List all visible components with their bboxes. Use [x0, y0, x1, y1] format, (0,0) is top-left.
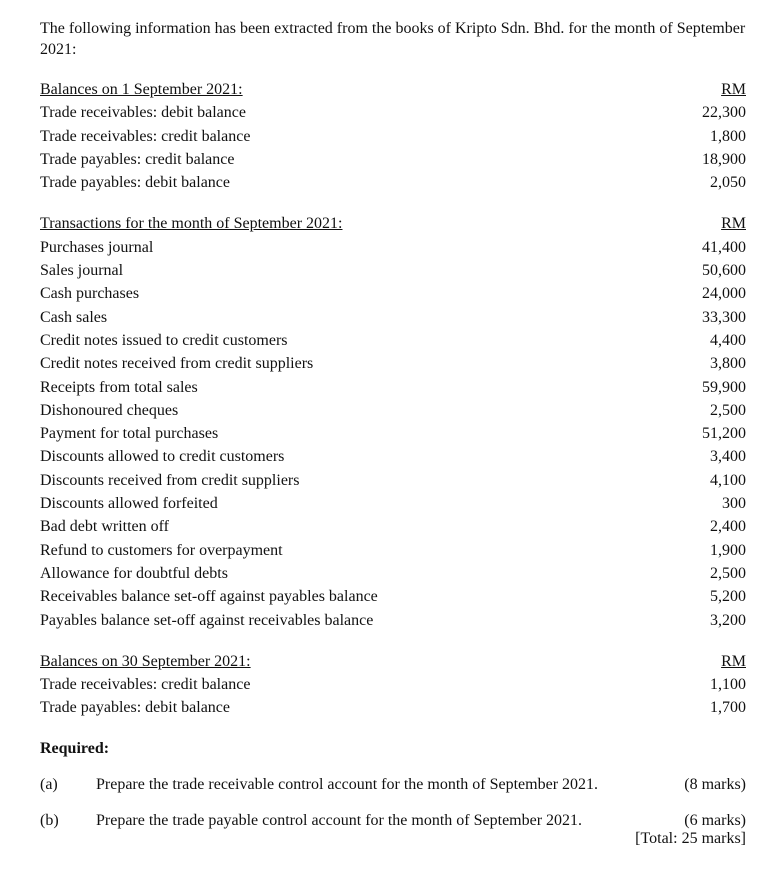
line-item-amount: 4,400	[710, 331, 746, 349]
line-item-label: Trade receivables: debit balance	[40, 104, 246, 122]
line-item-label: Discounts received from credit suppliers	[40, 471, 300, 489]
line-item-row	[40, 399, 746, 422]
line-item-row	[40, 492, 746, 515]
line-item-amount: 2,400	[710, 518, 746, 536]
line-item-row	[40, 101, 746, 124]
line-item-row	[40, 125, 746, 148]
line-item-label: Discounts allowed forfeited	[40, 495, 218, 513]
line-item-row	[40, 306, 746, 329]
questions-list	[40, 776, 746, 830]
opening-heading: Balances on 1 September 2021:	[40, 81, 243, 98]
line-item-amount: 1,900	[710, 541, 746, 559]
line-item-label: Trade receivables: credit balance	[40, 676, 251, 694]
transactions-unit: RM	[721, 215, 746, 233]
line-item-label: Allowance for doubtful debts	[40, 564, 228, 582]
line-item-row	[40, 376, 746, 399]
line-item-row	[40, 352, 746, 375]
line-item-label: Cash purchases	[40, 285, 140, 303]
question-number: (b)	[40, 811, 59, 829]
closing-heading: Balances on 30 September 2021:	[40, 652, 251, 670]
line-item-label: Payables balance set-off against receivables balance	[40, 611, 374, 629]
line-item-row	[40, 171, 746, 194]
closing-unit: RM	[721, 652, 746, 670]
line-item-amount: 22,300	[702, 104, 746, 122]
line-item-label: Trade payables: credit balance	[40, 150, 235, 168]
opening-unit: RM	[721, 81, 746, 98]
line-item-amount: 18,900	[702, 150, 746, 168]
line-item-label: Trade payables: debit balance	[40, 699, 231, 717]
line-item-row	[40, 148, 746, 171]
line-item-amount: 300	[722, 495, 746, 513]
line-item-amount: 3,200	[710, 611, 746, 629]
question-number: (a)	[40, 775, 58, 793]
question-text: Prepare the trade payable control account for the month of September 2021.	[96, 811, 583, 829]
line-item-row	[40, 585, 746, 608]
line-item-label: Credit notes issued to credit customers	[40, 331, 288, 349]
line-item-amount: 51,200	[702, 425, 746, 443]
line-item-row	[40, 673, 746, 696]
opening-header-row	[40, 78, 746, 101]
line-item-label: Receipts from total sales	[40, 378, 198, 396]
line-item-amount: 1,700	[710, 699, 746, 717]
question-marks: (6 marks)	[684, 811, 746, 829]
line-item-row	[40, 282, 746, 305]
line-item-row	[40, 445, 746, 468]
transactions-header-row	[40, 212, 746, 235]
question-marks: (8 marks)	[684, 775, 746, 793]
line-item-label: Sales journal	[40, 262, 124, 280]
line-item-amount: 3,800	[710, 355, 746, 373]
closing-rows	[40, 673, 746, 720]
line-item-row	[40, 469, 746, 492]
required-heading: Required:	[40, 739, 110, 757]
line-item-amount: 4,100	[710, 471, 746, 489]
line-item-amount: 2,500	[710, 401, 746, 419]
line-item-label: Payment for total purchases	[40, 425, 219, 443]
opening-rows	[40, 101, 746, 194]
line-item-amount: 50,600	[702, 262, 746, 280]
line-item-row	[40, 259, 746, 282]
line-item-label: Credit notes received from credit suppliers	[40, 355, 314, 373]
line-item-row	[40, 329, 746, 352]
line-item-amount: 59,900	[702, 378, 746, 396]
line-item-amount: 41,400	[702, 238, 746, 256]
question-page	[40, 18, 746, 848]
line-item-row	[40, 422, 746, 445]
line-item-label: Dishonoured cheques	[40, 401, 179, 419]
question-item	[40, 776, 746, 794]
line-item-row	[40, 562, 746, 585]
line-item-amount: 1,100	[710, 676, 746, 694]
line-item-row	[40, 515, 746, 538]
line-item-row	[40, 696, 746, 719]
line-item-row	[40, 236, 746, 259]
total-marks: [Total: 25 marks]	[635, 829, 746, 847]
line-item-amount: 3,400	[710, 448, 746, 466]
question-text: Prepare the trade receivable control account for the month of September 2021.	[96, 775, 599, 793]
line-item-amount: 1,800	[710, 127, 746, 145]
line-item-amount: 2,050	[710, 174, 746, 192]
line-item-label: Purchases journal	[40, 238, 154, 256]
intro-text: The following information has been extracted from the books of Kripto Sdn. Bhd. for the month of September 2021:	[40, 20, 746, 58]
line-item-label: Cash sales	[40, 308, 108, 326]
line-item-amount: 5,200	[710, 588, 746, 606]
line-item-amount: 33,300	[702, 308, 746, 326]
line-item-amount: 24,000	[702, 285, 746, 303]
line-item-amount: 2,500	[710, 564, 746, 582]
closing-header-row	[40, 650, 746, 673]
line-item-label: Trade payables: debit balance	[40, 174, 231, 192]
transactions-section	[40, 212, 746, 631]
question-item	[40, 812, 746, 830]
line-item-label: Discounts allowed to credit customers	[40, 448, 285, 466]
line-item-label: Receivables balance set-off against payables balance	[40, 588, 378, 606]
line-item-label: Bad debt written off	[40, 518, 170, 536]
line-item-row	[40, 539, 746, 562]
transactions-heading: Transactions for the month of September 2021:	[40, 215, 343, 233]
line-item-label: Trade receivables: credit balance	[40, 127, 251, 145]
line-item-row	[40, 609, 746, 632]
opening-balances-section	[40, 78, 746, 194]
transactions-rows	[40, 236, 746, 632]
line-item-label: Refund to customers for overpayment	[40, 541, 283, 559]
closing-balances-section	[40, 650, 746, 720]
